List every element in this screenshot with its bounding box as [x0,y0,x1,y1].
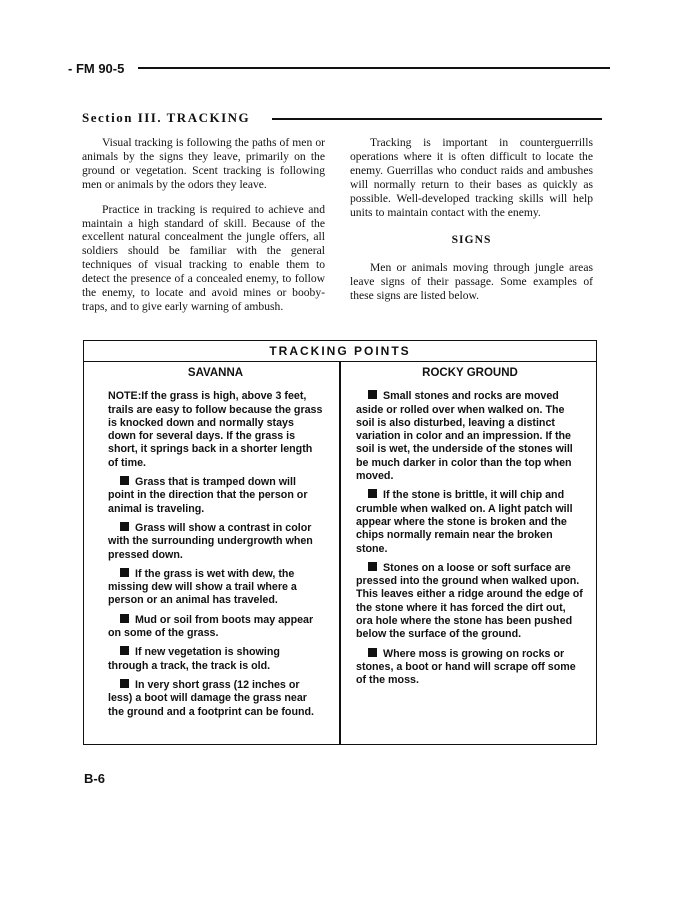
table-title: TRACKING POINTS [84,341,596,362]
right-column [350,136,593,314]
savanna-note: NOTE:If the grass is high, above 3 feet, trails are easy to follow because the grass is knocked down and normally stays down for several days. If the grass is short, it springs back in a shorter length of time. [108,390,323,469]
list-item: Grass will show a contrast in color with the surrounding undergrowth when pressed down. [108,521,313,561]
square-bullet-icon [368,489,377,498]
savanna-heading: SAVANNA [187,367,244,379]
paragraph: Visual tracking is following the paths of men or animals by the signs they leave, primarily on the ground or vegetation. Scent tracking is following men or animals by the odors they leave. [82,136,325,191]
section-rule [272,118,602,120]
list-item: If the grass is wet with dew, the missing dew will show a trail where a person or an animal has traveled. [108,567,297,607]
square-bullet-icon [120,646,129,655]
paragraph: Tracking is important in counterguerrills operations where it is often difficult to locate the enemy. Guerrillas who conduct raids and ambushes will normally return to their bases as quickly as possible. Well-developed tracking skills will help units to maintain contact with the enemy. [350,136,593,219]
square-bullet-icon [368,648,377,657]
tracking-points-table [83,340,597,745]
square-bullet-icon [120,614,129,623]
section-title: Section III. TRACKING [82,110,256,125]
square-bullet-icon [120,476,129,485]
list-item: Where moss is growing on rocks or stones, a boot or hand will scrape off some of the moss. [356,647,576,687]
list-item: If the stone is brittle, it will chip and crumble when walked on. A light patch will appear where the stone is broken and the chips normally remain near the broken stone. [356,489,573,555]
page-number: B-6 [84,771,105,786]
rocky-ground-heading: ROCKY GROUND [422,367,518,379]
header-rule [138,67,610,69]
list-item: In very short grass (12 inches or less) a boot will damage the grass near the ground and a footprint can be found. [108,678,315,718]
square-bullet-icon [368,562,377,571]
list-item: Small stones and rocks are moved aside or rolled over when walked on. The soil is also disturbed, leaving a distinct variation in color and an impression. If the soil is wet, the underside of the stones will be much darker in color than the top when moved. [356,390,573,483]
left-column [82,136,325,325]
signs-heading: SIGNS [451,233,492,247]
list-item: Stones on a loose or soft surface are pressed into the ground when walked upon. This leaves either a ridge around the edge of the stone where it has forced the dirt out, ora hole where the stone has been pushed below the surface of the ground. [356,561,583,641]
square-bullet-icon [120,568,129,577]
square-bullet-icon [120,679,129,688]
square-bullet-icon [120,522,129,531]
manual-id: - FM 90-5 [68,61,125,76]
list-item: If new vegetation is showing through a track, the track is old. [108,646,280,672]
list-item: Mud or soil from boots may appear on some of the grass. [108,613,314,640]
paragraph: Men or animals moving through jungle areas leave signs of their passage. Some examples of these signs are listed below. [350,261,593,303]
page-header [68,61,610,77]
square-bullet-icon [368,390,377,399]
list-item: Grass that is tramped down will point in the direction that the person or animal is traveling. [108,476,308,515]
rocky-ground-column [341,361,596,744]
savanna-column [84,361,341,744]
section-heading [82,109,602,127]
paragraph: Practice in tracking is required to achieve and maintain a high standard of skill. Because of the excellent natural concealment the jungle offers, all soldiers should be familiar with the general techniques of visual tracking to enable them to detect the presence of a concealed enemy, to follow the enemy, to locate and avoid mines or booby-traps, and to give early warning of ambush. [82,202,325,313]
